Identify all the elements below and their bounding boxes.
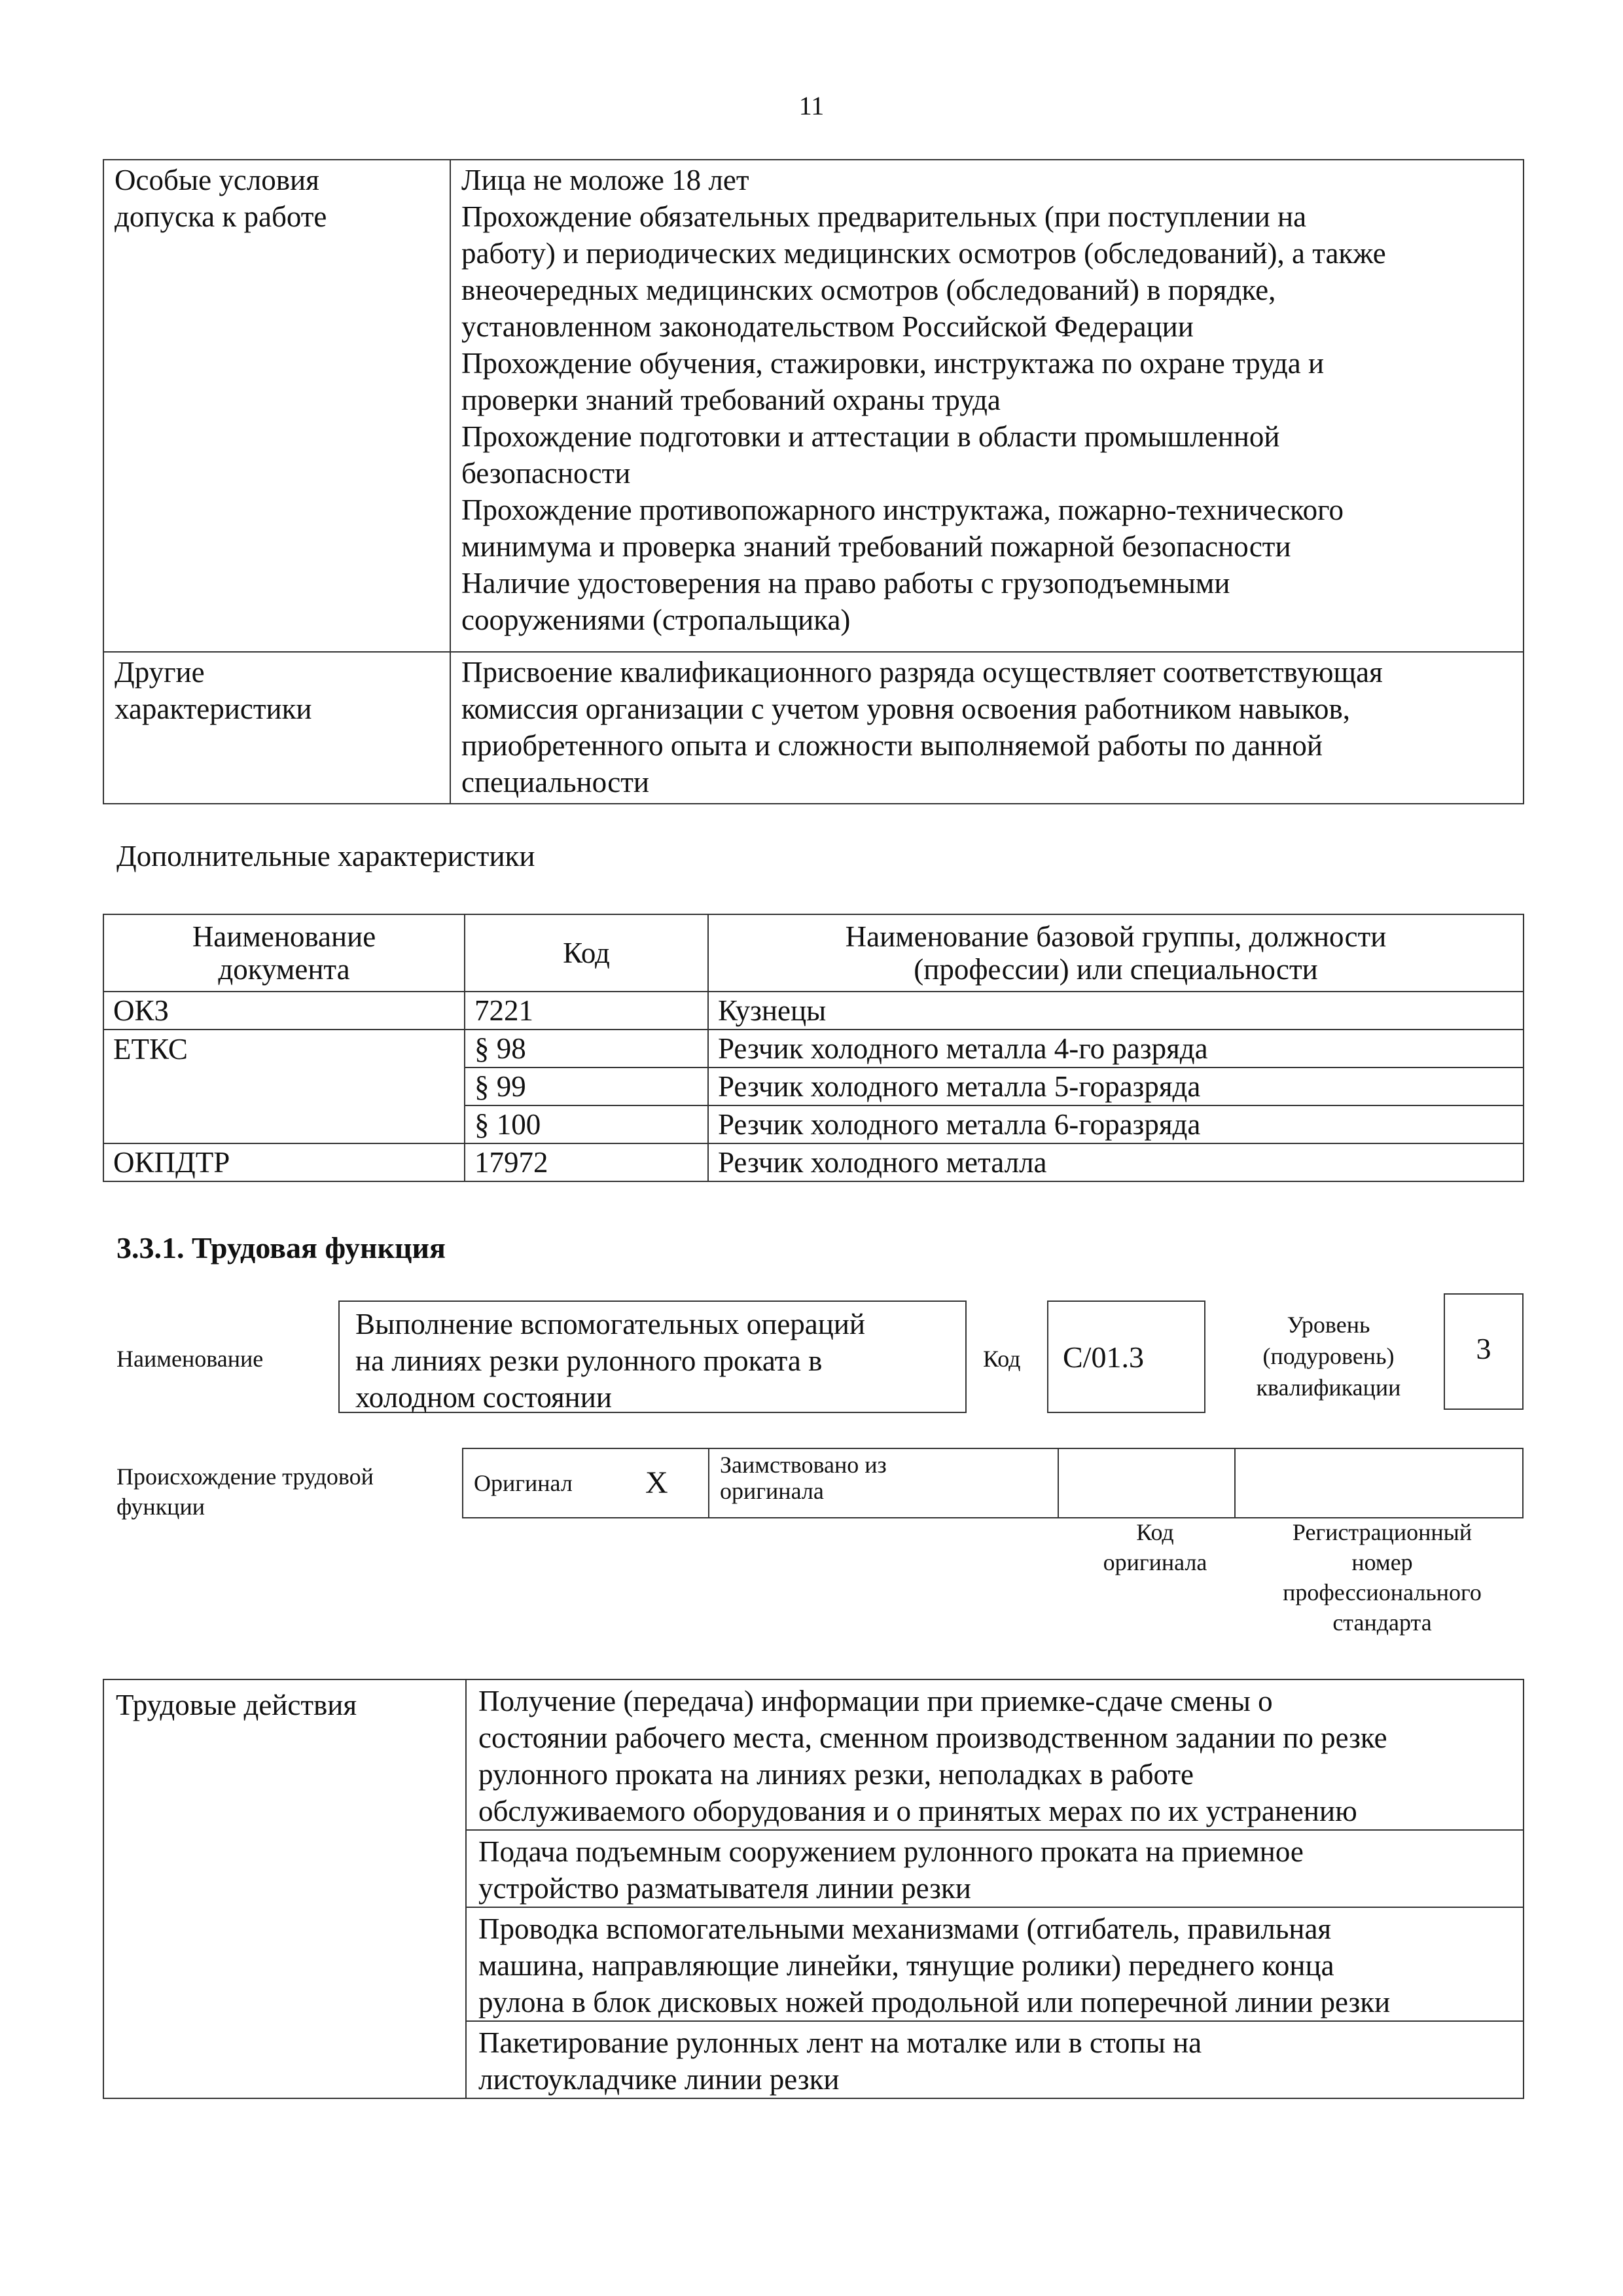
code-label: Код [983,1346,1021,1372]
section-title: 3.3.1. Трудовая функция [116,1231,446,1265]
header-group [708,914,1524,992]
caption-line: оригинала [1103,1549,1207,1575]
page-number: 11 [798,91,825,120]
table-row [103,1030,1524,1067]
table-row [103,652,1524,804]
text-line: Прохождение обучения, стажировки, инструктажа по охране труда и [461,347,1325,380]
labor-action-item [466,1679,1524,1830]
cell-doc [103,1067,465,1105]
header-line: Наименование [192,920,376,953]
caption-line: стандарта [1332,1609,1432,1636]
origin-label-line: функции [116,1494,205,1520]
cell-doc: ОКПДТР [103,1143,465,1181]
text-line: безопасности [461,457,631,490]
cell-name: Кузнецы [708,992,1524,1030]
row-content [450,160,1524,652]
function-code-box: С/01.3 [1047,1300,1205,1413]
cell-doc: ОКЗ [103,992,465,1030]
text-line: Прохождение подготовки и аттестации в области промышленной [461,420,1280,453]
table-row [103,160,1524,652]
row-content [450,652,1524,804]
action-line: Подача подъемным сооружением рулонного проката на приемное [478,1835,1304,1868]
text-line: минимума и проверка знаний требований пожарной безопасности [461,530,1291,563]
label-line: допуска к работе [115,200,327,233]
labor-action-item [466,2021,1524,2098]
table-row [463,1448,1523,1518]
text-line: Прохождение обязательных предварительных (при поступлении на [461,200,1307,233]
table-row [103,1679,1524,1830]
table-row [103,1067,1524,1105]
labor-actions-label: Трудовые действия [103,1679,466,2098]
conditions-table [103,159,1524,804]
action-line: устройство разматывателя линии резки [478,1872,971,1905]
action-line: листоукладчике линии резки [478,2063,840,2096]
level-label-line: квалификации [1256,1374,1401,1401]
text-line: установленном законодательством Российской Федерации [461,310,1194,343]
text-line: комиссия организации с учетом уровня освоения работником навыков, [461,692,1350,725]
table-row [103,1143,1524,1181]
label-line: характеристики [115,692,312,725]
caption-line: Код [1136,1519,1174,1545]
text-line: внеочередных медицинских осмотров (обследований) в порядке, [461,274,1276,306]
header-code: Код [465,914,708,992]
cell-name: Резчик холодного металла [708,1143,1524,1181]
original-mark: X [635,1448,709,1518]
cell-code: § 99 [465,1067,708,1105]
caption-line: номер [1351,1549,1413,1575]
code-caption [1080,1517,1230,1577]
action-line: рулонного проката на линиях резки, неполадках в работе [478,1758,1194,1791]
level-label [1230,1309,1427,1403]
name-line: на линиях резки рулонного проката в [355,1344,823,1377]
cell-code: § 98 [465,1030,708,1067]
action-line: обслуживаемого оборудования и о принятых мерах по их устранению [478,1795,1357,1827]
text-line: Лица не моложе 18 лет [461,164,749,196]
text-line: Наличие удостоверения на право работы с грузоподъемными [461,567,1230,600]
cell-code: 7221 [465,992,708,1030]
reg-caption [1238,1517,1526,1638]
function-name-box [338,1300,967,1413]
level-box: 3 [1444,1293,1524,1410]
row-label [103,652,450,804]
cell-doc [103,1105,465,1143]
text-line: Прохождение противопожарного инструктажа, пожарно-технического [461,493,1344,526]
table-header-row [103,914,1524,992]
borrowed-line: Заимствовано из [720,1452,887,1478]
origin-table [462,1448,1524,1518]
action-line: рулона в блок дисковых ножей продольной или поперечной линии резки [478,1986,1391,2018]
labor-action-item [466,1907,1524,2021]
origin-label-line: Происхождение трудовой [116,1463,374,1490]
text-line: приобретенного опыта и сложности выполняемой работы по данной [461,729,1323,762]
action-line: Проводка вспомогательными механизмами (отгибатель, правильная [478,1912,1332,1945]
table-row [103,1105,1524,1143]
name-label: Наименование [116,1346,264,1372]
cell-name: Резчик холодного металла 4-го разряда [708,1030,1524,1067]
name-line: Выполнение вспомогательных операций [355,1308,866,1340]
action-line: Получение (передача) информации при приемке-сдаче смены о [478,1685,1273,1717]
caption-line: профессионального [1283,1579,1482,1605]
borrowed-line: оригинала [720,1478,824,1504]
original-label: Оригинал [463,1448,635,1518]
row-label [103,160,450,652]
caption-line: Регистрационный [1292,1519,1472,1545]
labor-actions-table [103,1679,1524,2099]
origin-label [116,1462,374,1522]
level-label-line: Уровень [1287,1312,1370,1338]
text-line: сооружениями (стропальщика) [461,603,851,636]
cell-code: 17972 [465,1143,708,1181]
action-line: Пакетирование рулонных лент на моталке или в стопы на [478,2026,1202,2059]
text-line: специальности [461,766,649,798]
labor-action-item [466,1830,1524,1907]
cell-code: § 100 [465,1105,708,1143]
header-line: (профессии) или специальности [914,953,1318,986]
label-line: Особые условия [115,164,319,196]
text-line: проверки знаний требований охраны труда [461,384,1001,416]
text-line: Присвоение квалификационного разряда осуществляет соответствующая [461,656,1383,689]
header-line: Наименование базовой группы, должности [845,920,1387,953]
label-line: Другие [115,656,205,689]
table-row [103,992,1524,1030]
borrowed-label [709,1448,1058,1518]
additional-table [103,914,1524,1182]
header-line: документа [218,953,350,986]
name-line: холодном состоянии [355,1381,612,1414]
additional-title: Дополнительные характеристики [116,840,535,872]
text-line: работу) и периодических медицинских осмотров (обследований), а также [461,237,1386,270]
action-line: состоянии рабочего места, сменном производственном задании по резке [478,1721,1387,1754]
original-code-cell [1058,1448,1235,1518]
registration-number-cell [1235,1448,1523,1518]
cell-name: Резчик холодного металла 6-горазряда [708,1105,1524,1143]
cell-doc: ЕТКС [103,1030,465,1067]
level-label-line: (подуровень) [1262,1343,1395,1369]
cell-name: Резчик холодного металла 5-горазряда [708,1067,1524,1105]
action-line: машина, направляющие линейки, тянущие ролики) переднего конца [478,1949,1334,1982]
header-doc [103,914,465,992]
